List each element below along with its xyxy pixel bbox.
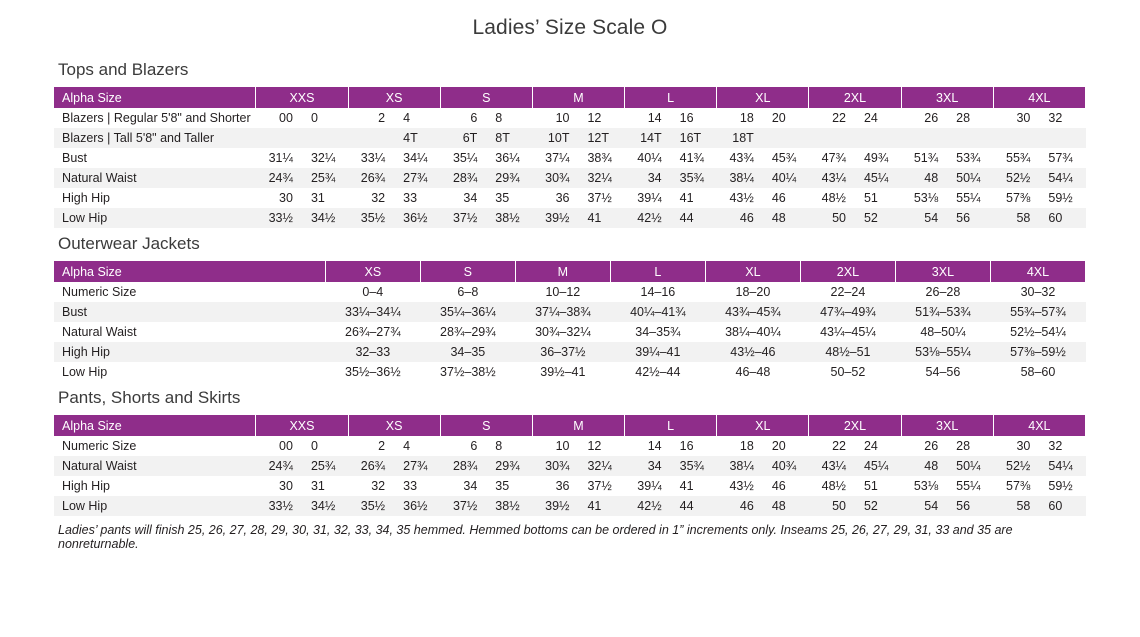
column-header-xs: XS: [348, 87, 440, 108]
table-row: [54, 322, 1086, 342]
section-title: Tops and Blazers: [58, 60, 189, 79]
column-header-xs: XS: [348, 415, 440, 436]
row-label: High Hip: [54, 188, 256, 208]
outerwear-jackets-table: [54, 261, 1086, 382]
column-header-3xl: 3XL: [895, 261, 990, 282]
table-cell: 34–35¾: [610, 322, 705, 342]
table-cell: 14–16: [610, 282, 705, 302]
column-header-xs: XS: [325, 261, 420, 282]
table-cell: [809, 128, 901, 148]
table-cell: 46 48: [717, 208, 809, 228]
table-cell: 39½ 41: [532, 496, 624, 516]
table-cell: 6–8: [420, 282, 515, 302]
row-label: Low Hip: [54, 208, 256, 228]
table-cell: 32 33: [348, 476, 440, 496]
table-cell: 30¾–32¼: [515, 322, 610, 342]
table-cell: 54 56: [901, 496, 993, 516]
table-cell: 22 24: [809, 108, 901, 128]
table-cell: 58 60: [993, 496, 1085, 516]
table-cell: 48–50¼: [895, 322, 990, 342]
table-cell: 14 16: [625, 436, 717, 456]
table-cell: 43¾–45¾: [705, 302, 800, 322]
table-header-row: [54, 415, 1086, 436]
row-label: High Hip: [54, 342, 325, 362]
table-header-row: [54, 261, 1086, 282]
row-label: Low Hip: [54, 362, 325, 382]
table-row: [54, 496, 1086, 516]
row-label: Low Hip: [54, 496, 256, 516]
column-header-m: M: [515, 261, 610, 282]
table-cell: 43¾ 45¾: [717, 148, 809, 168]
table-cell: 35½–36½: [325, 362, 420, 382]
table-cell: 37½ 38½: [440, 208, 532, 228]
column-header-m: M: [532, 415, 624, 436]
table-cell: 33½ 34½: [256, 208, 348, 228]
table-cell: 42½ 44: [625, 496, 717, 516]
column-header-xl: XL: [717, 87, 809, 108]
table-cell: 26 28: [901, 108, 993, 128]
table-cell: 51¾ 53¾: [901, 148, 993, 168]
column-header-l: L: [625, 87, 717, 108]
table-cell: 50 52: [809, 208, 901, 228]
table-cell: 42½ 44: [625, 208, 717, 228]
table-cell: 28¾ 29¾: [440, 456, 532, 476]
table-cell: 39½ 41: [532, 208, 624, 228]
row-label: Natural Waist: [54, 322, 325, 342]
row-label: Bust: [54, 148, 256, 168]
table-row: [54, 302, 1086, 322]
table-cell: 48½ 51: [809, 476, 901, 496]
table-cell: 24¾ 25¾: [256, 456, 348, 476]
tops-and-blazers-table: [54, 87, 1086, 228]
table-cell: 48 50¼: [901, 168, 993, 188]
table-cell: 51¾–53¾: [895, 302, 990, 322]
table-cell: 28¾ 29¾: [440, 168, 532, 188]
table-cell: 47¾–49¾: [800, 302, 895, 322]
table-cell: 43¼ 45¼: [809, 456, 901, 476]
table-cell: 55¾–57¾: [990, 302, 1085, 322]
column-header-s: S: [440, 415, 532, 436]
table-cell: 39¼–41: [610, 342, 705, 362]
table-row: [54, 436, 1086, 456]
column-header-4xl: 4XL: [993, 87, 1085, 108]
table-cell: 30 31: [256, 476, 348, 496]
table-cell: 38¼ 40¾: [717, 456, 809, 476]
table-cell: 36 37½: [532, 476, 624, 496]
table-cell: 52½ 54¼: [993, 168, 1085, 188]
section-title: Pants, Shorts and Skirts: [58, 388, 241, 407]
table-cell: 58–60: [990, 362, 1085, 382]
table-cell: 26¾ 27¾: [348, 456, 440, 476]
row-label: Numeric Size: [54, 436, 256, 456]
table-cell: 30 32: [993, 436, 1085, 456]
column-header-4xl: 4XL: [990, 261, 1085, 282]
table-cell: 30¾ 32¼: [532, 456, 624, 476]
table-cell: 54 56: [901, 208, 993, 228]
section-outerwear-jackets: [54, 234, 1086, 382]
table-cell: 52½–54¼: [990, 322, 1085, 342]
table-cell: 36 37½: [532, 188, 624, 208]
table-cell: 6 8: [440, 108, 532, 128]
table-cell: 00 0: [256, 108, 348, 128]
table-cell: 26¾ 27¾: [348, 168, 440, 188]
table-cell: 30 32: [993, 108, 1085, 128]
table-cell: 26 28: [901, 436, 993, 456]
table-cell: 37¼ 38¾: [532, 148, 624, 168]
table-cell: 37½ 38½: [440, 496, 532, 516]
table-cell: 34 35: [440, 188, 532, 208]
table-cell: 6T 8T: [440, 128, 532, 148]
column-header-2xl: 2XL: [800, 261, 895, 282]
column-header-m: M: [532, 87, 624, 108]
column-header-s: S: [440, 87, 532, 108]
table-cell: 22 24: [809, 436, 901, 456]
row-label: Bust: [54, 302, 325, 322]
row-label: Numeric Size: [54, 282, 325, 302]
table-cell: 58 60: [993, 208, 1085, 228]
table-cell: 53⅛–55¼: [895, 342, 990, 362]
column-header-2xl: 2XL: [809, 415, 901, 436]
table-cell: 42½–44: [610, 362, 705, 382]
table-cell: 43¼–45¼: [800, 322, 895, 342]
column-header-alpha-size: Alpha Size: [54, 415, 256, 436]
table-cell: 48½–51: [800, 342, 895, 362]
table-row: [54, 456, 1086, 476]
table-cell: [993, 128, 1085, 148]
table-cell: 48½ 51: [809, 188, 901, 208]
row-label: High Hip: [54, 476, 256, 496]
table-row: [54, 208, 1086, 228]
column-header-s: S: [420, 261, 515, 282]
table-cell: 43½ 46: [717, 476, 809, 496]
table-cell: 57⅜ 59½: [993, 188, 1085, 208]
table-cell: 2 4: [348, 108, 440, 128]
table-cell: 6 8: [440, 436, 532, 456]
table-row: [54, 148, 1086, 168]
table-cell: 30¾ 32¼: [532, 168, 624, 188]
section-pants-shorts-and-skirts: [54, 388, 1086, 516]
column-header-3xl: 3XL: [901, 87, 993, 108]
table-cell: 53⅛ 55¼: [901, 476, 993, 496]
table-cell: 36–37½: [515, 342, 610, 362]
table-cell: 34–35: [420, 342, 515, 362]
table-row: [54, 168, 1086, 188]
table-cell: 52½ 54¼: [993, 456, 1085, 476]
page-title: Ladies’ Size Scale O: [472, 16, 668, 39]
column-header-3xl: 3XL: [901, 415, 993, 436]
table-row: [54, 282, 1086, 302]
table-cell: 57⅜–59½: [990, 342, 1085, 362]
table-cell: 26¾–27¾: [325, 322, 420, 342]
table-cell: 10 12: [532, 108, 624, 128]
column-header-l: L: [610, 261, 705, 282]
table-body: [54, 436, 1086, 516]
table-cell: 33¼ 34¼: [348, 148, 440, 168]
table-cell: 0–4: [325, 282, 420, 302]
table-cell: 10T 12T: [532, 128, 624, 148]
table-cell: 26–28: [895, 282, 990, 302]
table-cell: 18–20: [705, 282, 800, 302]
table-cell: 35¼ 36¼: [440, 148, 532, 168]
column-header-4xl: 4XL: [993, 415, 1085, 436]
table-cell: 10 12: [532, 436, 624, 456]
column-header-xl: XL: [705, 261, 800, 282]
table-cell: 46–48: [705, 362, 800, 382]
column-header-alpha-size: Alpha Size: [54, 87, 256, 108]
table-cell: 39½–41: [515, 362, 610, 382]
footnote: Ladies’ pants will finish 25, 26, 27, 28, 29, 30, 31, 32, 33, 34, 35 hemmed. Hemmed bottoms can be ordered in 1” increments only. Inseams 25, 26, 27, 29, 31, 33 and 35 are nonreturnable.: [58, 523, 1013, 551]
table-cell: 39¼ 41: [625, 188, 717, 208]
table-row: [54, 108, 1086, 128]
table-row: [54, 188, 1086, 208]
table-cell: 48 50¼: [901, 456, 993, 476]
table-cell: 34 35¾: [625, 456, 717, 476]
table-cell: 57⅜ 59½: [993, 476, 1085, 496]
pants-shorts-skirts-table: [54, 415, 1086, 516]
table-cell: 28¾–29¾: [420, 322, 515, 342]
table-cell: 34 35¾: [625, 168, 717, 188]
column-header-l: L: [625, 415, 717, 436]
table-body: [54, 108, 1086, 228]
table-header-row: [54, 87, 1086, 108]
table-cell: [256, 128, 348, 148]
table-cell: 37¼–38¾: [515, 302, 610, 322]
table-cell: 18 20: [717, 108, 809, 128]
table-cell: 30–32: [990, 282, 1085, 302]
table-cell: 34 35: [440, 476, 532, 496]
table-cell: 39¼ 41: [625, 476, 717, 496]
table-cell: 32 33: [348, 188, 440, 208]
table-row: [54, 476, 1086, 496]
row-label: Blazers | Tall 5'8" and Taller: [54, 128, 256, 148]
table-cell: 55¾ 57¾: [993, 148, 1085, 168]
table-cell: 00 0: [256, 436, 348, 456]
column-header-xl: XL: [717, 415, 809, 436]
table-cell: 33¼–34¼: [325, 302, 420, 322]
column-header-xxs: XXS: [256, 415, 348, 436]
table-cell: 38¼–40¼: [705, 322, 800, 342]
table-cell: 22–24: [800, 282, 895, 302]
column-header-xxs: XXS: [256, 87, 348, 108]
table-cell: 18 20: [717, 436, 809, 456]
section-title: Outerwear Jackets: [58, 234, 200, 253]
table-cell: 32–33: [325, 342, 420, 362]
table-cell: 18T: [717, 128, 809, 148]
table-cell: 30 31: [256, 188, 348, 208]
column-header-alpha-size: Alpha Size: [54, 261, 325, 282]
table-cell: 46 48: [717, 496, 809, 516]
column-header-2xl: 2XL: [809, 87, 901, 108]
row-label: Blazers | Regular 5'8" and Shorter: [54, 108, 256, 128]
table-cell: 2 4: [348, 436, 440, 456]
table-cell: 33½ 34½: [256, 496, 348, 516]
table-row: [54, 342, 1086, 362]
table-cell: 40¼ 41¾: [625, 148, 717, 168]
table-cell: [901, 128, 993, 148]
table-body: [54, 282, 1086, 382]
row-label: Natural Waist: [54, 456, 256, 476]
table-row: [54, 362, 1086, 382]
table-row: [54, 128, 1086, 148]
row-label: Natural Waist: [54, 168, 256, 188]
table-cell: 50 52: [809, 496, 901, 516]
table-cell: 43¼ 45¼: [809, 168, 901, 188]
table-cell: 38¼ 40¼: [717, 168, 809, 188]
table-cell: 35½ 36½: [348, 496, 440, 516]
table-cell: 35½ 36½: [348, 208, 440, 228]
table-cell: 43½–46: [705, 342, 800, 362]
table-cell: 40¼–41¾: [610, 302, 705, 322]
table-cell: 24¾ 25¾: [256, 168, 348, 188]
table-cell: 37½–38½: [420, 362, 515, 382]
table-cell: 14 16: [625, 108, 717, 128]
table-cell: 4T: [348, 128, 440, 148]
table-cell: 50–52: [800, 362, 895, 382]
table-cell: 10–12: [515, 282, 610, 302]
table-cell: 31¼ 32¼: [256, 148, 348, 168]
table-cell: 14T 16T: [625, 128, 717, 148]
table-cell: 43½ 46: [717, 188, 809, 208]
table-cell: 53⅛ 55¼: [901, 188, 993, 208]
section-tops-and-blazers: [54, 60, 1086, 228]
table-cell: 54–56: [895, 362, 990, 382]
table-cell: 47¾ 49¾: [809, 148, 901, 168]
table-cell: 35¼–36¼: [420, 302, 515, 322]
